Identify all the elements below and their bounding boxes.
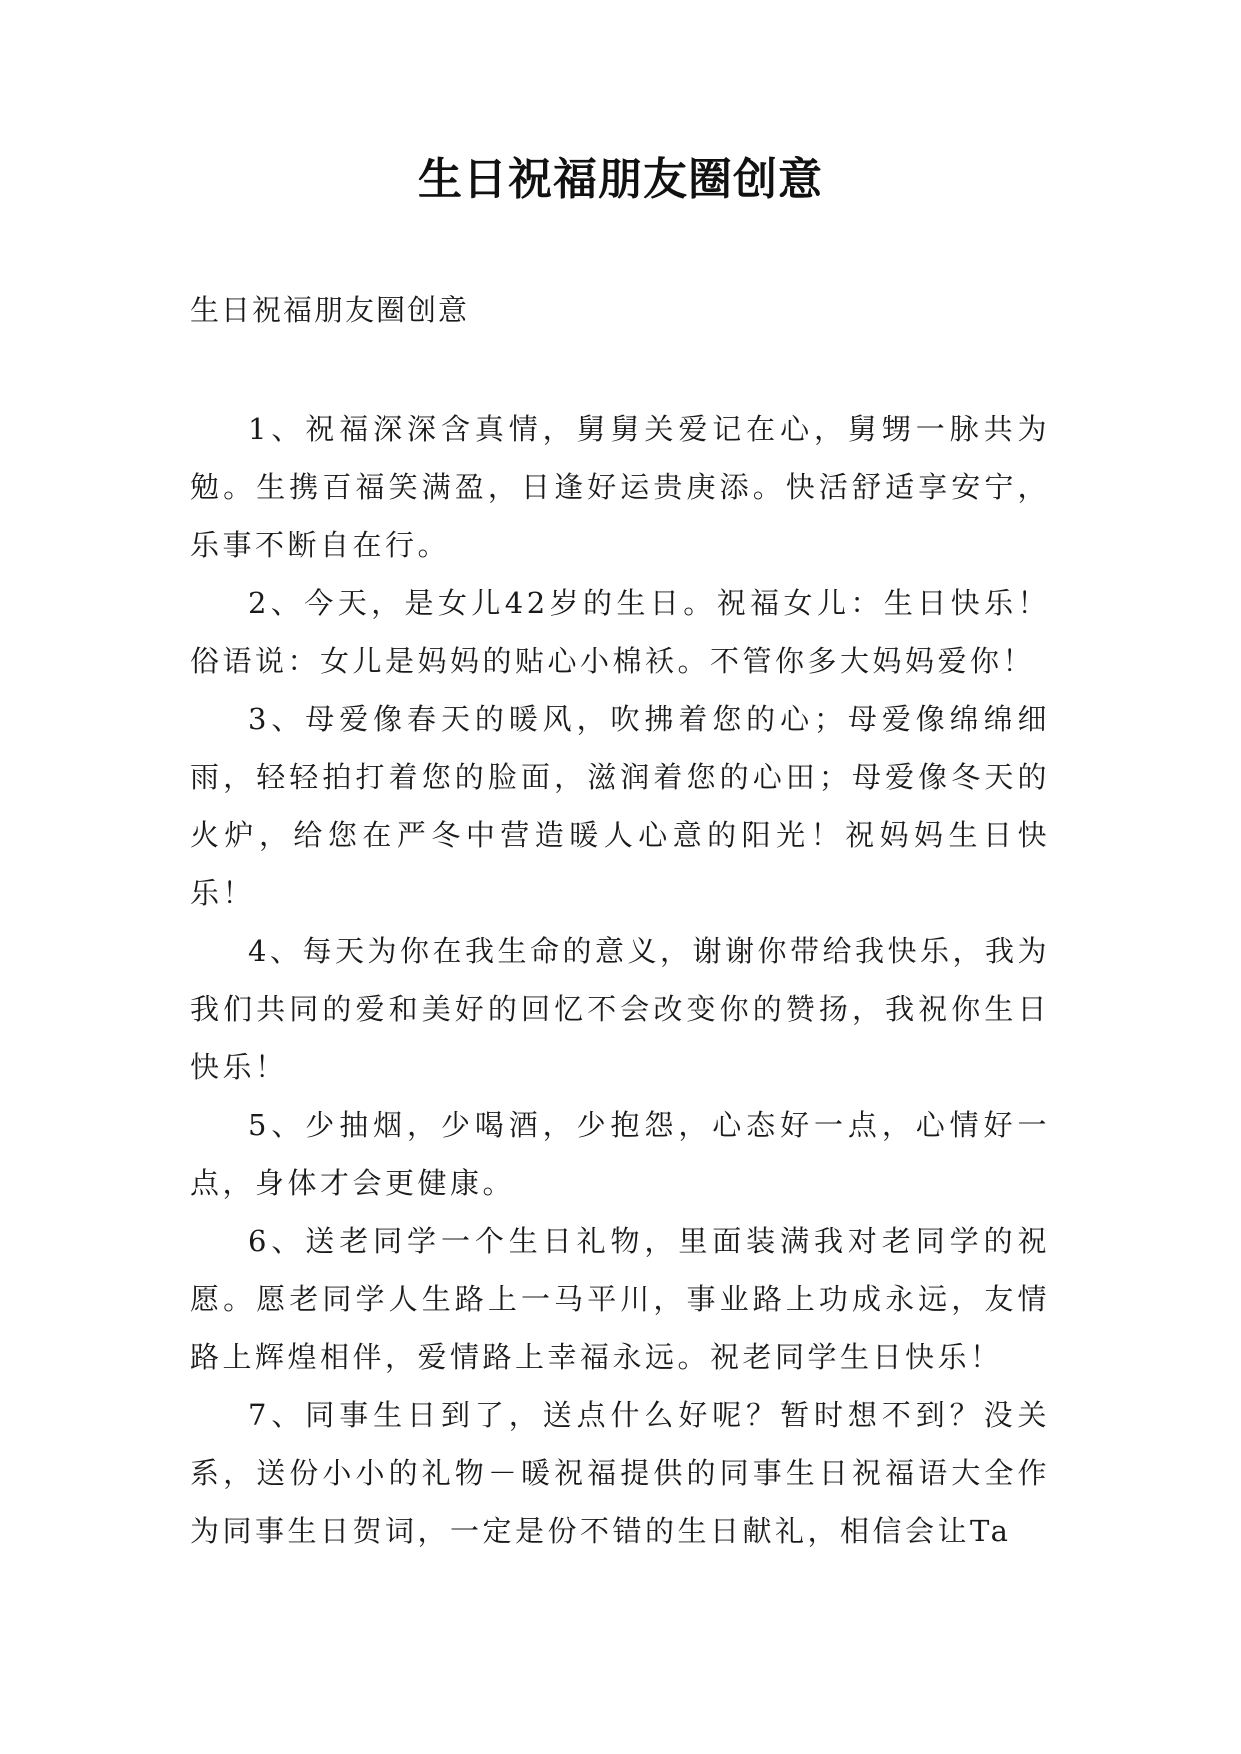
paragraph-5: 5、少抽烟，少喝酒，少抱怨，心态好一点，心情好一点，身体才会更健康。 [190, 1108, 1050, 1200]
paragraph-3: 3、母爱像春天的暖风，吹拂着您的心；母爱像绵绵细雨，轻轻拍打着您的脸面，滋润着您的心田；母爱像冬天的火炉，给您在严冬中营造暖人心意的阳光！祝妈妈生日快乐！ [190, 702, 1050, 910]
paragraph-4: 4、每天为你在我生命的意义，谢谢你带给我快乐，我为我们共同的爱和美好的回忆不会改变你的赞扬，我祝你生日快乐！ [190, 934, 1050, 1084]
paragraph-7: 7、同事生日到了，送点什么好呢？暂时想不到？没关系，送份小小的礼物－暖祝福提供的同事生日祝福语大全作为同事生日贺词，一定是份不错的生日献礼，相信会让Ta [190, 1398, 1050, 1548]
paragraph-6: 6、送老同学一个生日礼物，里面装满我对老同学的祝愿。愿老同学人生路上一马平川，事业路上功成永远，友情路上辉煌相伴，爱情路上幸福永远。祝老同学生日快乐！ [190, 1224, 1050, 1374]
document-subtitle: 生日祝福朋友圈创意 [190, 293, 470, 327]
document-title: 生日祝福朋友圈创意 [418, 154, 823, 205]
paragraph-1: 1、祝福深深含真情，舅舅关爱记在心，舅甥一脉共为勉。生携百福笑满盈，日逢好运贵庚添。快活舒适享安宁，乐事不断自在行。 [190, 412, 1050, 562]
document-body [190, 400, 1050, 1560]
paragraph-2: 2、今天，是女儿42岁的生日。祝福女儿：生日快乐！俗语说：女儿是妈妈的贴心小棉袄。不管你多大妈妈爱你！ [190, 586, 1050, 678]
